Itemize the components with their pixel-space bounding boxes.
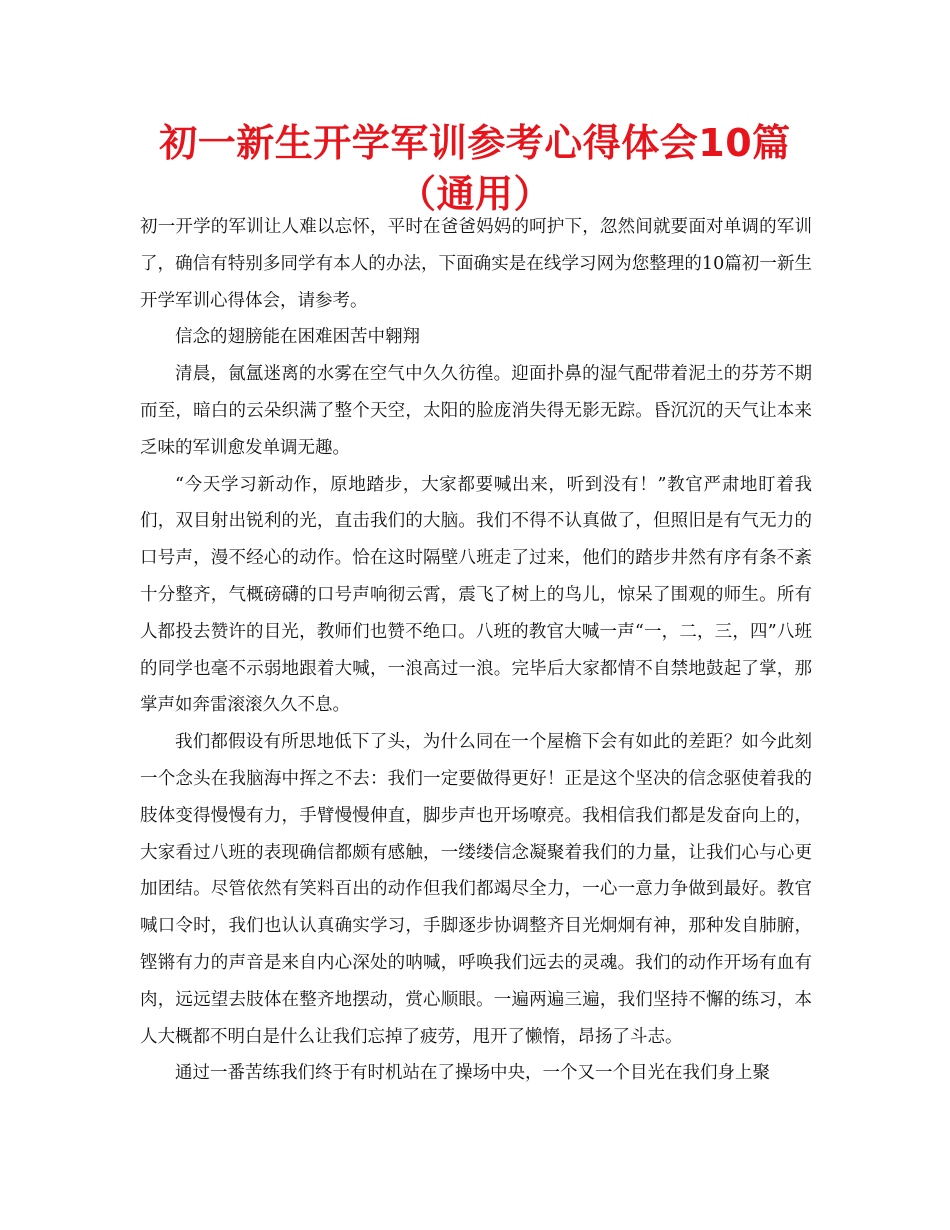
body-paragraph: 清晨，氤氲迷离的水雾在空气中久久彷徨。迎面扑鼻的湿气配带着泥土的芬芳不期而至，暗白的云朵织满了整个天空，太阳的脸庞消失得无影无踪。昏沉沉的天气让本来乏味的军训愈发单调无趣。 (140, 364, 812, 458)
intro-paragraph: 初一开学的军训让人难以忘怀，平时在爸爸妈妈的呵护下，忽然间就要面对单调的军训了，确信有特别多同学有本人的办法，下面确实是在线学习网为您整理的10篇初一新生开学军训心得体会，请参考。 (140, 217, 812, 311)
body-paragraph: 我们都假设有所思地低下了头，为什么同在一个屋檐下会有如此的差距？如今此刻一个念头在我脑海中挥之不去：我们一定要做得更好！正是这个坚决的信念驱使着我的肢体变得慢慢有力，手臂慢慢伸直，脚步声也开场嘹亮。我相信我们都是发奋向上的，大家看过八班的表现确信都颇有感触，一缕缕信念凝聚着我们的力量，让我们心与心更加团结。尽管依然有笑料百出的动作但我们都竭尽全力，一心一意力争做到最好。教官喊口令时，我们也认认真确实学习，手脚逐步协调整齐目光炯炯有神，那种发自肺腑，铿锵有力的声音是来自内心深处的呐喊，呼唤我们远去的灵魂。我们的动作开场有血有肉，远远望去肢体在整齐地摆动，赏心顺眼。一遍两遍三遍，我们坚持不懈的练习，本人大概都不明白是什么让我们忘掉了疲劳，甩开了懒惰，昂扬了斗志。 (140, 732, 812, 1047)
document-body (140, 209, 812, 1092)
body-paragraph: “今天学习新动作，原地踏步，大家都要喊出来，听到没有！”教官严肃地盯着我们，双目射出锐利的光，直击我们的大脑。我们不得不认真做了，但照旧是有气无力的口号声，漫不经心的动作。恰在这时隔壁八班走了过来，他们的踏步井然有序有条不紊十分整齐，气概磅礴的口号声响彻云霄，震飞了树上的鸟儿，惊呆了围观的师生。所有人都投去赞许的目光，教师们也赞不绝口。八班的教官大喊一声“一，二，三，四”八班的同学也毫不示弱地跟着大喊，一浪高过一浪。完毕后大家都情不自禁地鼓起了掌，那掌声如奔雷滚滚久久不息。 (140, 474, 812, 716)
section-heading: 信念的翅膀能在困难困苦中翱翔 (175, 327, 420, 348)
body-paragraph: 通过一番苦练我们终于有时机站在了操场中央，一个又一个目光在我们身上聚 (175, 1063, 770, 1084)
document-title: 初一新生开学军训参考心得体会10篇（通用） (159, 121, 791, 216)
